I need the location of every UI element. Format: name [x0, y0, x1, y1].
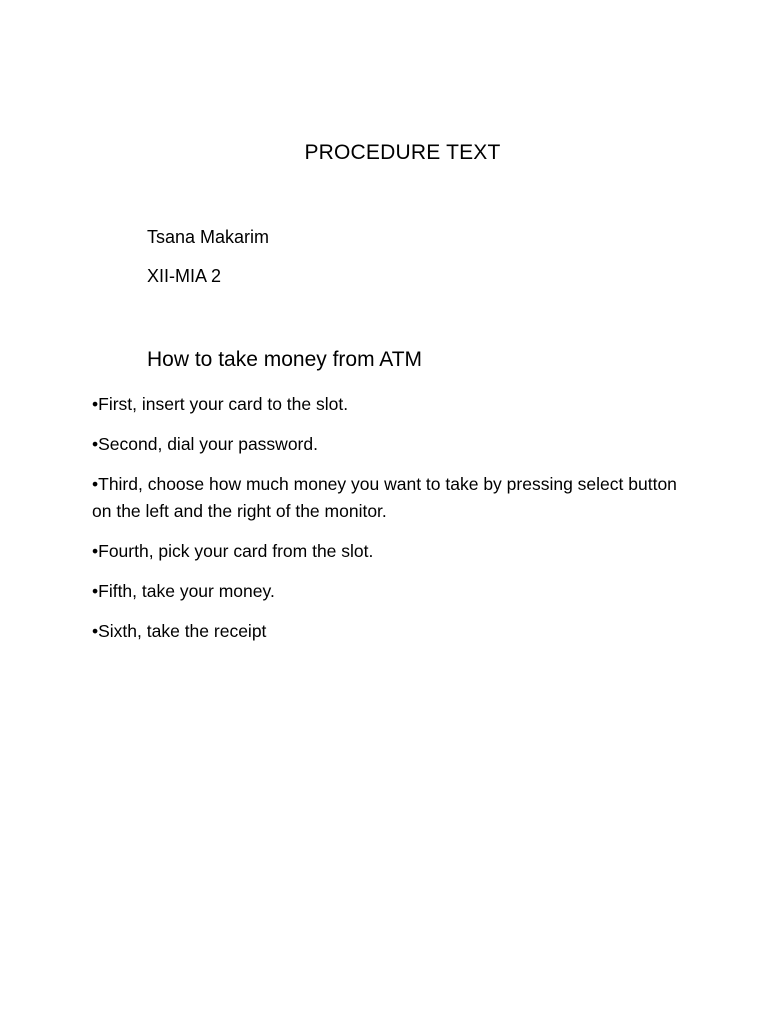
procedure-step-6: •Sixth, take the receipt [92, 621, 267, 641]
class-name: XII-MIA 2 [147, 266, 222, 286]
procedure-step-4: •Fourth, pick your card from the slot. [92, 541, 374, 561]
procedure-step-5: •Fifth, take your money. [92, 581, 275, 601]
document-title: PROCEDURE TEXT [304, 141, 501, 164]
procedure-step-2: •Second, dial your password. [92, 434, 318, 454]
author-name: Tsana Makarim [147, 227, 270, 247]
procedure-step-1: •First, insert your card to the slot. [92, 394, 349, 414]
procedure-step-3: •Third, choose how much money you want to take by pressing select button on the left and the right of the monitor. [92, 474, 677, 521]
procedure-heading: How to take money from ATM [147, 348, 423, 371]
procedure-steps-list [92, 391, 692, 658]
